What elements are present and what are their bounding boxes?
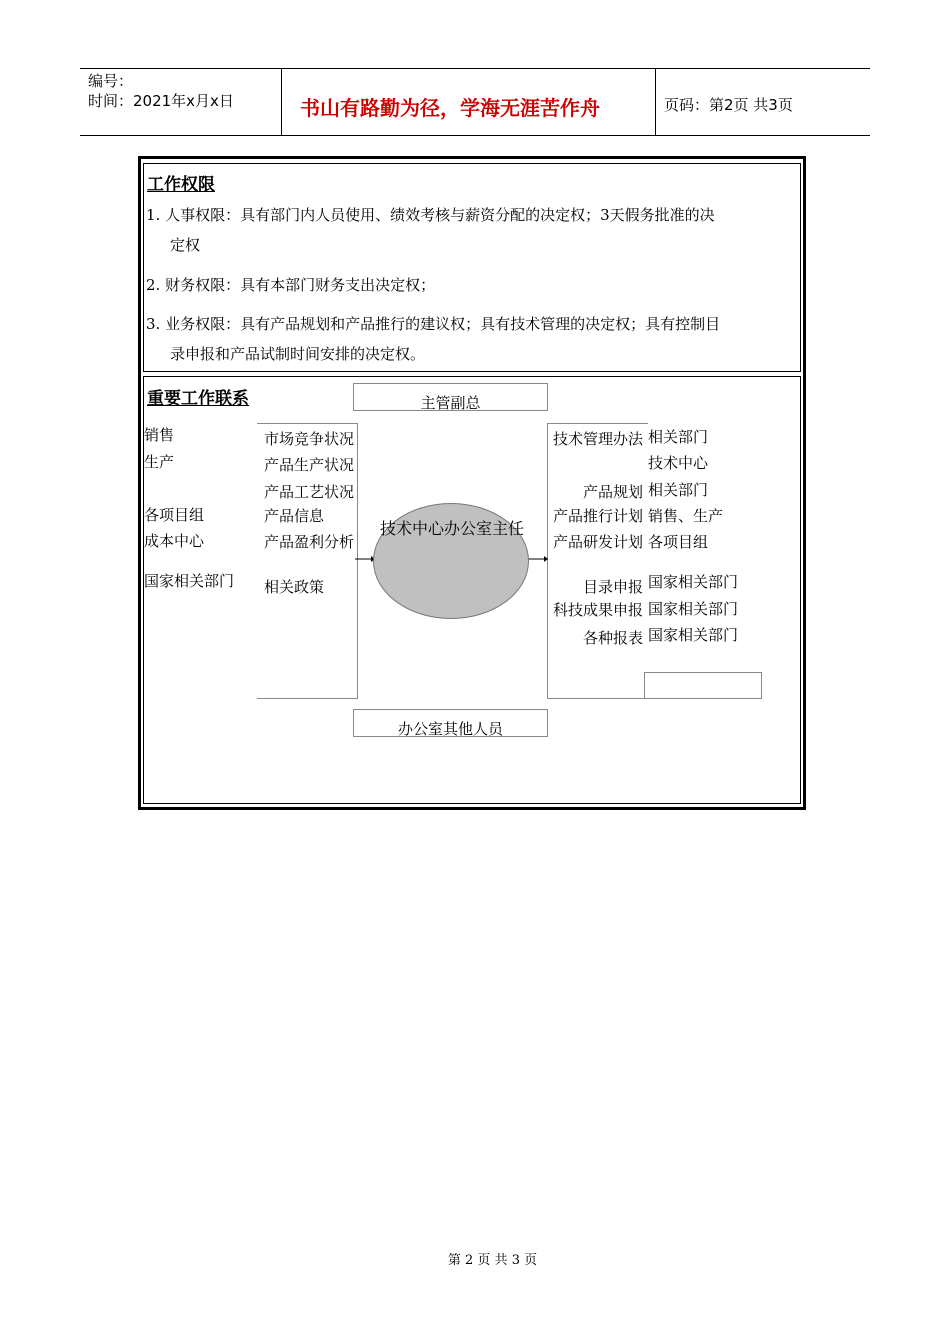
office-staff-label: 办公室其他人员 <box>397 720 503 737</box>
authority-item-3-line2: 录申报和产品试制时间安排的决定权。 <box>170 345 426 363</box>
source-production: 生产 <box>144 453 175 471</box>
header-bottom-rule <box>80 135 870 136</box>
page-footer: 第 2 页 共 3 页 <box>447 1253 538 1268</box>
target-tech-center: 技术中心 <box>648 454 709 472</box>
target-national-dept: 国家相关部门 <box>648 600 739 618</box>
office-staff-box <box>353 709 548 737</box>
target-related-dept: 相关部门 <box>648 428 709 446</box>
output-achievement-filing: 科技成果申报 <box>552 601 643 619</box>
authority-item-1-line1: 1. 人事权限：具有部门内人员使用、绩效考核与薪资分配的决定权；3天假务批准的决 <box>146 206 715 224</box>
authority-item-1-line2: 定权 <box>170 236 201 254</box>
arrow-out-icon <box>528 553 548 565</box>
target-project-groups: 各项目组 <box>648 533 709 551</box>
output-reports: 各种报表 <box>582 629 643 647</box>
empty-box <box>644 672 762 699</box>
right-output-bracket <box>547 423 648 699</box>
header-top-rule <box>80 68 870 69</box>
motto: 书山有路勤为径，学海无涯苦作舟 <box>300 96 600 120</box>
supervisor-label: 主管副总 <box>420 394 481 411</box>
arrow-in-icon <box>355 553 375 565</box>
input-product-info: 产品信息 <box>264 507 325 525</box>
target-related-dept: 相关部门 <box>648 481 709 499</box>
output-product-planning: 产品规划 <box>582 483 643 501</box>
output-promotion-plan: 产品推行计划 <box>552 507 643 525</box>
header-divider <box>655 69 656 136</box>
target-national-dept: 国家相关部门 <box>648 573 739 591</box>
authority-item-3-line1: 3. 业务权限：具有产品规划和产品推行的建议权；具有技术管理的决定权；具有控制目 <box>146 315 721 333</box>
input-policies: 相关政策 <box>264 578 325 596</box>
source-cost-center: 成本中心 <box>144 532 205 550</box>
header-divider <box>281 69 282 136</box>
source-project-groups: 各项目组 <box>144 506 205 524</box>
target-sales-production: 销售、生产 <box>648 507 724 525</box>
center-role-label: 技术中心办公室主任 <box>380 519 525 538</box>
source-sales: 销售 <box>144 426 175 444</box>
date-label: 时间：2021年x月x日 <box>88 92 234 110</box>
section-title-relations: 重要工作联系 <box>147 389 249 409</box>
section-title-authority: 工作权限 <box>147 175 215 195</box>
supervisor-box <box>353 383 548 411</box>
output-catalog-filing: 目录申报 <box>582 578 643 596</box>
code-label: 编号： <box>88 72 134 90</box>
authority-item-2: 2. 财务权限：具有本部门财务支出决定权； <box>146 276 436 294</box>
input-market: 市场竞争状况 <box>264 430 355 448</box>
input-profit-analysis: 产品盈利分析 <box>264 533 355 551</box>
output-rd-plan: 产品研发计划 <box>552 533 643 551</box>
target-national-dept: 国家相关部门 <box>648 626 739 644</box>
input-production-status: 产品生产状况 <box>264 456 355 474</box>
page-info: 页码：第2页 共3页 <box>664 96 793 114</box>
input-process-status: 产品工艺状况 <box>264 483 355 501</box>
output-tech-management: 技术管理办法 <box>552 430 643 448</box>
source-national-dept: 国家相关部门 <box>144 572 235 590</box>
